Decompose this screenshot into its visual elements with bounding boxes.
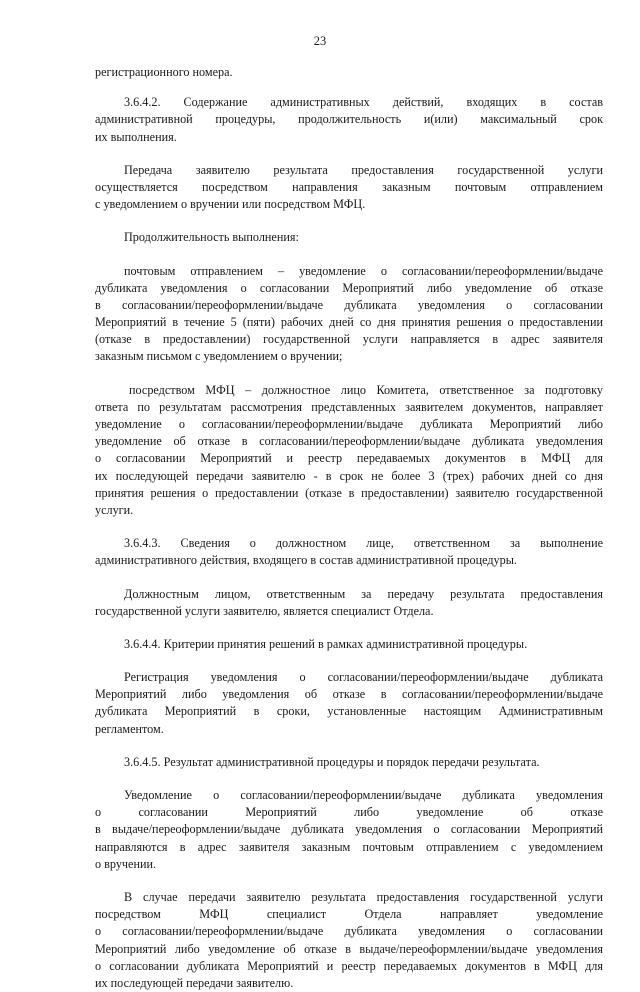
text-line: (отказе в предоставлении) государственной услуги направляется в адрес заявителя — [95, 332, 603, 347]
paragraph — [95, 64, 603, 81]
paragraph-mfc — [95, 382, 603, 520]
text-line: Мероприятий либо уведомления об отказе в согласовании/переоформлении/выдаче — [95, 687, 603, 702]
text-line: с уведомлением о вручении или посредством МФЦ. — [95, 197, 366, 212]
text-line: заказным письмом с уведомлением о вручении; — [95, 349, 343, 364]
text-line: их последующей передачи заявителю - в срок не более 3 (трех) рабочих дней со дня — [95, 468, 603, 483]
paragraph-postal — [95, 263, 603, 366]
text-line: посредством МФЦ – должностное лицо Комитета, ответственное за подготовку — [129, 382, 603, 397]
section-heading-3-6-4-5 — [95, 754, 603, 771]
text-line: о согласовании Мероприятий и реестр передаваемых документов в МФЦ для — [95, 451, 603, 466]
text-line: о согласовании Мероприятий либо уведомление об отказе — [95, 805, 603, 820]
text-line: регламентом. — [95, 721, 164, 736]
text-line: Должностным лицом, ответственным за передачу результата предоставления — [124, 586, 603, 601]
text-line: Мероприятий либо уведомление об отказе в выдаче/переоформлении/выдаче уведомления — [95, 941, 603, 956]
section-heading-3-6-4-2 — [95, 94, 603, 146]
text-line: в согласовании/переоформлении/выдаче дубликата уведомления о согласовании — [95, 297, 603, 312]
page-number: 23 — [313, 34, 327, 48]
text-line: регистрационного номера. — [95, 65, 233, 79]
text-line: их последующей передачи заявителю. — [95, 975, 294, 990]
text-line: в выдаче/переоформлении/выдаче дубликата уведомления о согласовании Мероприятий — [95, 822, 603, 837]
text-line: осуществляется посредством направления заказным почтовым отправлением — [95, 179, 603, 194]
text-line: о согласовании/переоформлении/выдаче дубликата уведомления о согласовании — [95, 924, 603, 939]
paragraph — [95, 669, 603, 738]
text-line: о согласовании дубликата Мероприятий и реестр передаваемых документов в МФЦ для — [95, 958, 603, 973]
paragraph — [95, 229, 603, 246]
text-line: 3.6.4.2. Содержание административных действий, входящих в состав — [124, 95, 603, 110]
text-line: административного действия, входящего в состав административной процедуры. — [95, 553, 517, 568]
text-line: Продолжительность выполнения: — [124, 230, 299, 245]
text-line: административной процедуры, продолжительность и(или) максимальный срок — [95, 112, 603, 127]
text-line: ответа по результатам рассмотрения представленных заявителем документов, направляет — [95, 399, 603, 414]
text-line: направляются в адрес заявителя заказным почтовым отправлением с уведомлением — [95, 839, 603, 854]
text-line: дубликата уведомления о согласовании Мероприятий либо уведомление об отказе — [95, 280, 603, 295]
text-line: В случае передачи заявителю результата предоставления государственной услуги — [124, 889, 603, 904]
text-line: принятия решения о предоставлении (отказе в предоставлении) заявителю государственной — [95, 485, 603, 500]
paragraph — [95, 889, 603, 992]
text-line: посредством МФЦ специалист Отдела направляет уведомление — [95, 907, 603, 922]
text-line: почтовым отправлением – уведомление о согласовании/переоформлении/выдаче — [124, 263, 603, 278]
text-line: их выполнения. — [95, 129, 177, 144]
text-line: Уведомление о согласовании/переоформлении/выдаче дубликата уведомления — [124, 788, 603, 802]
text-line: 3.6.4.4. Критерии принятия решений в рамках административной процедуры. — [124, 636, 528, 651]
text-line: Мероприятий в течение 5 (пяти) рабочих дней со дня принятия решения о предоставлении — [95, 315, 603, 330]
paragraph — [95, 162, 603, 214]
text-line: о вручении. — [95, 856, 157, 871]
text-line: уведомление о согласовании/переоформлении/выдаче дубликата Мероприятий либо — [95, 417, 603, 431]
section-heading-3-6-4-4 — [95, 636, 603, 653]
text-line: 3.6.4.3. Сведения о должностном лице, ответственном за выполнение — [124, 536, 603, 551]
text-line: Регистрация уведомления о согласовании/переоформлении/выдаче дубликата — [124, 670, 603, 685]
text-line: Передача заявителю результата предоставления государственной услуги — [124, 162, 603, 177]
text-line: уведомление об отказе в согласовании/переоформлении/выдаче дубликата уведомления — [95, 434, 603, 449]
document-body — [95, 64, 603, 992]
text-line: 3.6.4.5. Результат административной процедуры и порядок передачи результата. — [124, 754, 540, 769]
text-line: дубликата Мероприятий в сроки, установленные настоящим Административным — [95, 704, 603, 719]
paragraph — [95, 586, 603, 620]
text-line: государственной услуги заявителю, является специалист Отдела. — [95, 603, 434, 618]
paragraph — [95, 787, 603, 873]
section-heading-3-6-4-3 — [95, 535, 603, 569]
text-line: услуги. — [95, 502, 134, 517]
